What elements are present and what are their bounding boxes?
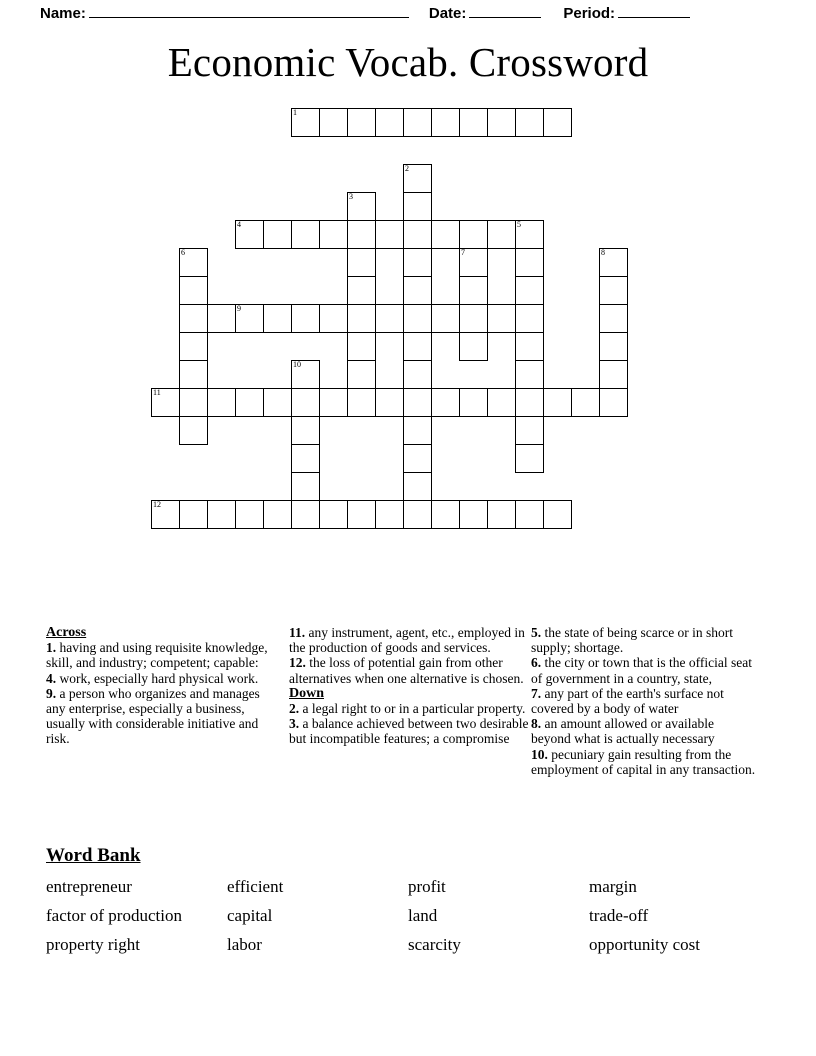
crossword-cell[interactable] [543, 108, 572, 137]
word-bank-word: profit [408, 876, 446, 896]
clue-item [531, 686, 756, 716]
crossword-cell[interactable] [319, 220, 348, 249]
crossword-cell[interactable] [291, 304, 320, 333]
crossword-cell[interactable] [347, 108, 376, 137]
clue-item [289, 655, 529, 685]
crossword-cell[interactable] [347, 248, 376, 277]
crossword-cell[interactable] [263, 304, 292, 333]
cell-number: 4 [237, 220, 241, 229]
clue-number: 4. [46, 670, 57, 686]
crossword-cell[interactable] [487, 220, 516, 249]
clue-number: 7. [531, 685, 542, 701]
crossword-cell[interactable] [347, 332, 376, 361]
crossword-cell[interactable] [431, 388, 460, 417]
crossword-cell[interactable] [291, 108, 320, 137]
crossword-cell[interactable] [319, 108, 348, 137]
crossword-cell[interactable] [291, 472, 320, 501]
crossword-cell[interactable] [403, 248, 432, 277]
period-label: Period: [563, 5, 616, 22]
cell-number: 3 [349, 192, 353, 201]
crossword-cell[interactable] [515, 304, 544, 333]
crossword-cell[interactable] [235, 220, 264, 249]
crossword-cell[interactable] [599, 248, 628, 277]
word-bank-row [46, 872, 770, 901]
clue-text: pecuniary gain resulting from the employment of capital in any transaction. [531, 746, 756, 777]
crossword-cell[interactable] [459, 500, 488, 529]
crossword-cell[interactable] [403, 416, 432, 445]
word-bank-row [46, 901, 770, 930]
word-bank-word: opportunity cost [589, 934, 700, 954]
word-bank-word: land [408, 905, 438, 925]
word-bank-row [46, 930, 770, 959]
crossword-cell[interactable] [375, 220, 404, 249]
crossword-cell[interactable] [403, 500, 432, 529]
clue-item [531, 747, 756, 777]
crossword-cell[interactable] [459, 332, 488, 361]
clues-section [46, 625, 770, 830]
crossword-cell[interactable] [179, 304, 208, 333]
clue-item [46, 640, 278, 670]
clues-column-3 [531, 625, 756, 777]
crossword-cell[interactable] [571, 388, 600, 417]
clue-number: 5. [531, 625, 542, 640]
crossword-cell[interactable] [599, 304, 628, 333]
crossword-cell[interactable] [235, 388, 264, 417]
crossword-cell[interactable] [403, 388, 432, 417]
word-bank-word: capital [227, 905, 273, 925]
clue-item [289, 625, 529, 655]
crossword-cell[interactable] [347, 276, 376, 305]
crossword-cell[interactable] [179, 416, 208, 445]
crossword-cell[interactable] [291, 500, 320, 529]
clue-text: a balance achieved between two desirable but incompatible features; a compromise [289, 716, 529, 747]
clue-number: 9. [46, 685, 57, 701]
crossword-cell[interactable] [599, 276, 628, 305]
crossword-cell[interactable] [459, 388, 488, 417]
crossword-cell[interactable] [319, 500, 348, 529]
crossword-cell[interactable] [179, 500, 208, 529]
date-label: Date: [428, 5, 467, 22]
crossword-cell[interactable] [403, 108, 432, 137]
clue-text: any instrument, agent, etc., employed in the production of goods and services. [289, 625, 525, 656]
crossword-cell[interactable] [487, 108, 516, 137]
word-bank-word: factor of production [46, 905, 182, 925]
crossword-cell[interactable] [151, 388, 180, 417]
crossword-grid[interactable] [0, 108, 816, 548]
crossword-cell[interactable] [179, 388, 208, 417]
crossword-cell[interactable] [207, 304, 236, 333]
crossword-cell[interactable] [459, 108, 488, 137]
name-label: Name: [40, 5, 86, 22]
down-heading: Down [289, 685, 325, 701]
cell-number: 1 [293, 108, 297, 117]
date-write-line[interactable] [469, 4, 541, 18]
clue-number: 11. [289, 625, 306, 640]
crossword-cell[interactable] [403, 164, 432, 193]
clue-item [531, 625, 756, 655]
crossword-cell[interactable] [515, 220, 544, 249]
crossword-cell[interactable] [403, 332, 432, 361]
crossword-cell[interactable] [347, 360, 376, 389]
clue-text: a person who organizes and manages any enterprise, especially a business, usually with considerable initiative and risk. [46, 685, 260, 747]
clue-item [531, 655, 756, 685]
crossword-cell[interactable] [487, 304, 516, 333]
clue-text: work, especially hard physical work. [56, 670, 259, 686]
clue-text: a legal right to or in a particular property. [299, 701, 526, 717]
student-info-row [40, 0, 776, 26]
crossword-cell[interactable] [515, 500, 544, 529]
word-bank-word: efficient [227, 876, 284, 896]
cell-number: 12 [153, 500, 161, 509]
clue-number: 6. [531, 655, 542, 671]
clue-number: 3. [289, 716, 300, 732]
word-bank [46, 872, 770, 959]
crossword-cell[interactable] [179, 360, 208, 389]
crossword-cell[interactable] [515, 276, 544, 305]
crossword-cell[interactable] [375, 304, 404, 333]
cell-number: 11 [153, 388, 161, 397]
crossword-cell[interactable] [375, 500, 404, 529]
crossword-cell[interactable] [431, 108, 460, 137]
crossword-cell[interactable] [459, 220, 488, 249]
crossword-cell[interactable] [347, 304, 376, 333]
crossword-cell[interactable] [291, 416, 320, 445]
crossword-cell[interactable] [263, 388, 292, 417]
cell-number: 8 [601, 248, 605, 257]
crossword-cell[interactable] [403, 360, 432, 389]
crossword-cell[interactable] [515, 444, 544, 473]
across-heading: Across [46, 625, 87, 640]
word-bank-word: scarcity [408, 934, 461, 954]
word-bank-heading: Word Bank [46, 845, 141, 866]
clue-item [46, 671, 278, 686]
cell-number: 10 [293, 360, 301, 369]
crossword-cell[interactable] [403, 192, 432, 221]
crossword-cell[interactable] [431, 304, 460, 333]
crossword-cell[interactable] [515, 108, 544, 137]
crossword-cell[interactable] [375, 108, 404, 137]
crossword-cell[interactable] [403, 472, 432, 501]
clues-column-2 [289, 625, 529, 747]
crossword-cell[interactable] [599, 332, 628, 361]
crossword-cell[interactable] [235, 500, 264, 529]
crossword-cell[interactable] [207, 500, 236, 529]
crossword-cell[interactable] [515, 332, 544, 361]
page-title: Economic Vocab. Crossword [167, 39, 649, 85]
crossword-cell[interactable] [347, 500, 376, 529]
clue-item [531, 716, 756, 746]
crossword-cell[interactable] [487, 500, 516, 529]
word-bank-word: labor [227, 934, 262, 954]
crossword-cell[interactable] [515, 388, 544, 417]
crossword-cell[interactable] [319, 304, 348, 333]
clue-number: 12. [289, 655, 306, 671]
clue-number: 2. [289, 701, 300, 717]
crossword-cell[interactable] [291, 220, 320, 249]
crossword-cell[interactable] [599, 360, 628, 389]
cell-number: 2 [405, 164, 409, 173]
crossword-cell[interactable] [291, 360, 320, 389]
clue-text: having and using requisite knowledge, skill, and industry; competent; capable: [46, 640, 268, 671]
clue-item [289, 716, 529, 746]
clue-text: the loss of potential gain from other alternatives when one alternative is chosen. [289, 655, 524, 686]
clue-text: an amount allowed or available beyond what is actually necessary [531, 716, 715, 747]
crossword-cell[interactable] [459, 304, 488, 333]
crossword-cell[interactable] [375, 388, 404, 417]
crossword-cell[interactable] [207, 388, 236, 417]
crossword-cell[interactable] [515, 416, 544, 445]
crossword-cell[interactable] [151, 500, 180, 529]
period-write-line[interactable] [618, 4, 690, 18]
crossword-cell[interactable] [179, 276, 208, 305]
name-field[interactable] [40, 4, 409, 22]
clue-item [289, 701, 529, 716]
crossword-cell[interactable] [319, 388, 348, 417]
clue-text: the state of being scarce or in short supply; shortage. [531, 625, 734, 656]
cell-number: 6 [181, 248, 185, 257]
crossword-cell[interactable] [431, 500, 460, 529]
word-bank-word: property right [46, 934, 140, 954]
crossword-cell[interactable] [487, 388, 516, 417]
crossword-cell[interactable] [431, 220, 460, 249]
crossword-cell[interactable] [515, 360, 544, 389]
word-bank-word: trade-off [589, 905, 649, 925]
clues-column-1 [46, 625, 278, 747]
crossword-cell[interactable] [543, 388, 572, 417]
crossword-cell[interactable] [543, 500, 572, 529]
crossword-cell[interactable] [347, 220, 376, 249]
clue-number: 10. [531, 746, 548, 762]
crossword-cell[interactable] [459, 248, 488, 277]
word-bank-word: entrepreneur [46, 876, 132, 896]
crossword-cell[interactable] [179, 332, 208, 361]
crossword-cell[interactable] [515, 248, 544, 277]
crossword-cell[interactable] [179, 248, 208, 277]
crossword-cell[interactable] [403, 304, 432, 333]
crossword-cell[interactable] [263, 500, 292, 529]
name-write-line[interactable] [89, 4, 409, 18]
crossword-cell[interactable] [403, 220, 432, 249]
crossword-cell[interactable] [403, 444, 432, 473]
crossword-cell[interactable] [459, 276, 488, 305]
crossword-cell[interactable] [347, 192, 376, 221]
crossword-cell[interactable] [403, 276, 432, 305]
crossword-cell[interactable] [347, 388, 376, 417]
cell-number: 5 [517, 220, 521, 229]
crossword-cell[interactable] [291, 388, 320, 417]
clue-number: 1. [46, 640, 57, 656]
clue-number: 8. [531, 716, 542, 732]
cell-number: 9 [237, 304, 241, 313]
crossword-cell[interactable] [599, 388, 628, 417]
crossword-cell[interactable] [291, 444, 320, 473]
date-field[interactable] [429, 4, 542, 22]
clue-item [46, 686, 278, 747]
period-field[interactable] [563, 4, 690, 22]
word-bank-word: margin [589, 876, 637, 896]
cell-number: 7 [461, 248, 465, 257]
clue-text: any part of the earth's surface not covered by a body of water [531, 685, 724, 717]
clue-text: the city or town that is the official seat of government in a country, state, [531, 655, 752, 686]
crossword-cell[interactable] [263, 220, 292, 249]
crossword-cell[interactable] [235, 304, 264, 333]
